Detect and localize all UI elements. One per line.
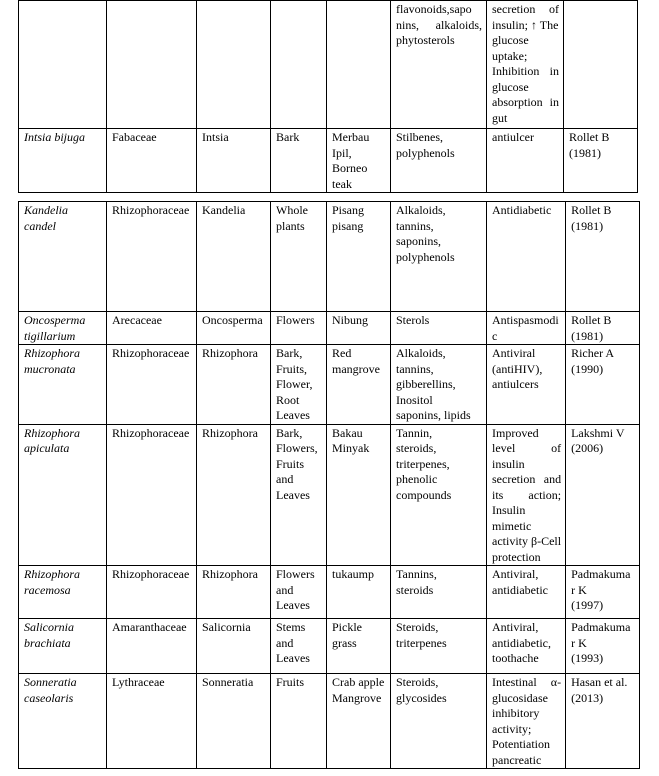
cell-constituents-line: Steroids, — [396, 620, 439, 634]
cell-species — [19, 129, 107, 193]
cell-activity-line: gut — [492, 110, 508, 125]
cell-local-name-line: Minyak — [332, 441, 370, 455]
cell-species-line: candel — [24, 218, 56, 233]
cell-reference-line: Hasan et al. — [571, 675, 628, 689]
cell-species-line: Oncosperma — [24, 313, 86, 327]
cell-constituents-line: polyphenols — [396, 249, 455, 264]
cell-part-used — [271, 674, 327, 769]
cell-local-name-line: mangrove — [332, 361, 380, 376]
cell-reference-line: (1981) — [571, 328, 604, 343]
cell-constituents-line: Stilbenes, — [396, 130, 443, 144]
cell-activity-line: antidiabetic — [492, 582, 548, 597]
cell-species — [19, 312, 107, 345]
cell-part-used-line: Whole — [276, 203, 308, 217]
table-row — [19, 202, 640, 312]
cell-constituents — [391, 312, 487, 345]
cell-species — [19, 619, 107, 674]
cell-constituents-line: compounds — [396, 487, 452, 502]
cell-constituents-line: Alkaloids, — [396, 203, 446, 217]
cell-activity-line: secretion and — [492, 472, 562, 486]
cell-reference — [564, 129, 638, 193]
cell-constituents-line: phytosterols — [396, 33, 455, 47]
cell-genus — [197, 345, 271, 425]
cell-constituents-line: Alkaloids, — [396, 346, 446, 360]
cell-species-line: Rhizophora — [24, 346, 81, 360]
cell-reference — [566, 566, 640, 619]
cell-local-name-line: Borneo — [332, 161, 368, 175]
cell-reference-line: (2013) — [571, 690, 604, 705]
cell-species-line: Sonneratia — [24, 675, 77, 689]
cell-local-name-text: tukaump — [332, 567, 374, 581]
cell-reference-line: Padmakuma — [571, 567, 631, 581]
cell-part-used-line: Stems — [276, 620, 306, 634]
cell-part-used-line: Flower, — [276, 377, 313, 391]
cell-genus-text: Sonneratia — [202, 675, 254, 689]
cell-part-used-line: and — [276, 472, 294, 486]
cell-species-line: tigillarium — [24, 328, 76, 343]
cell-genus-text: Rhizophora — [202, 346, 258, 360]
cell-family-text: Lythraceae — [112, 675, 165, 689]
cell-local-name — [327, 566, 391, 619]
cell-activity-line: antidiabetic, — [492, 635, 551, 650]
cell-genus — [197, 129, 271, 193]
cell-species-line: Kandelia — [24, 203, 68, 217]
cell-species-line: brachiata — [24, 635, 71, 650]
cell-activity-line: Antiviral, — [492, 620, 539, 634]
cell-family — [107, 674, 197, 769]
cell-part-used — [271, 619, 327, 674]
cell-reference — [566, 202, 640, 312]
cell-part-used-line: Flowers, — [276, 441, 318, 455]
cell-constituents-line: Sterols — [396, 313, 430, 327]
cell-species — [19, 424, 107, 566]
cell-reference-line: Padmakuma — [571, 620, 631, 634]
cell-local-name-text: Nibung — [332, 313, 368, 327]
cell-activity — [487, 312, 566, 345]
cell-genus — [197, 202, 271, 312]
cell-part-used-line: Leaves — [276, 487, 310, 502]
cell-family-text: Arecaceae — [112, 313, 162, 327]
cell-species-line: apiculata — [24, 441, 70, 455]
cell-constituents-line: Inositol — [396, 392, 433, 407]
cell-family-text: Rhizophoraceae — [112, 203, 190, 217]
cell-activity — [487, 424, 566, 566]
cell-family-text: Fabaceae — [112, 130, 157, 144]
cell-species-line: racemosa — [24, 582, 71, 597]
cell-activity-line: level of — [492, 441, 562, 455]
cell-part-used-line: Root — [276, 392, 300, 407]
cell-species-line: caseolaris — [24, 690, 74, 705]
cell-activity — [487, 619, 566, 674]
cell-family-text: Rhizophoraceae — [112, 346, 190, 360]
cell-activity — [487, 345, 566, 425]
cell-constituents-line: glycosides — [396, 690, 447, 705]
cell-part-used — [271, 424, 327, 566]
cell-constituents-line: tannins, — [396, 361, 434, 376]
cell-part-used-line: Flowers — [276, 567, 315, 581]
cell-part-used-line: Bark, — [276, 425, 303, 440]
cell-local-name-line: Merbau — [332, 130, 370, 144]
cell-constituents-line: saponins, lipids — [396, 408, 471, 422]
cell-reference — [566, 619, 640, 674]
cell-part-used-line: Fruits — [276, 456, 305, 471]
cell-reference-line: (2006) — [571, 441, 604, 455]
cell-constituents — [391, 202, 487, 312]
cell-local-name-line: Pisang — [332, 203, 365, 217]
cell-species — [19, 202, 107, 312]
cell-activity-line: protection — [492, 549, 541, 564]
table-row — [19, 345, 640, 425]
table-row — [19, 674, 640, 769]
cell-constituents-line: gibberellins, — [396, 377, 456, 391]
table-row — [19, 424, 640, 566]
cell-constituents-line: phenolic — [396, 472, 438, 486]
cell-activity — [487, 566, 566, 619]
cell-constituents-line: tannins, — [396, 218, 434, 233]
cell-activity-line: its action; — [492, 487, 562, 502]
cell-local-name-line: Ipil, — [332, 145, 352, 160]
cell-constituents — [391, 1, 487, 129]
cell-activity-line: insulin — [492, 456, 525, 471]
cell-genus — [197, 1, 271, 129]
table-row — [19, 619, 640, 674]
cell-activity-line: Antispasmodi — [492, 313, 559, 327]
cell-part-used — [271, 345, 327, 425]
cell-constituents — [391, 619, 487, 674]
cell-activity-line: glucosidase — [492, 690, 548, 705]
cell-activity — [487, 1, 564, 129]
cell-constituents-line: polyphenols — [396, 145, 455, 160]
cell-genus — [197, 566, 271, 619]
cell-local-name — [327, 424, 391, 566]
cell-family — [107, 129, 197, 193]
cell-family — [107, 202, 197, 312]
cell-part-used — [271, 129, 327, 193]
cell-constituents-line: Steroids, — [396, 675, 439, 689]
cell-species-text: Intsia bijuga — [24, 130, 86, 144]
cell-part-used — [271, 202, 327, 312]
cell-family — [107, 1, 197, 129]
cell-local-name-line: Crab apple — [332, 675, 385, 689]
cell-local-name-line: grass — [332, 635, 357, 650]
cell-activity-line: antiulcers — [492, 377, 539, 391]
cell-constituents-line: steroids, — [396, 441, 437, 455]
cell-local-name — [327, 619, 391, 674]
cell-species-line: mucronata — [24, 361, 76, 376]
cell-constituents-line: triterpenes, — [396, 456, 450, 471]
cell-reference-line: Rollet B — [569, 130, 610, 144]
cell-species — [19, 345, 107, 425]
cell-activity-line: inhibitory — [492, 706, 540, 720]
cell-constituents — [391, 674, 487, 769]
cell-part-used-line: and — [276, 582, 294, 597]
table-mangrove-species — [18, 201, 640, 769]
cell-reference-line: Lakshmi V — [571, 425, 625, 440]
cell-part-used-text: Bark — [276, 130, 300, 144]
cell-constituents — [391, 566, 487, 619]
cell-activity-line: uptake; — [492, 48, 528, 63]
cell-genus — [197, 619, 271, 674]
cell-species — [19, 566, 107, 619]
cell-genus-text: Intsia — [202, 130, 229, 144]
cell-constituents-line: triterpenes — [396, 635, 447, 650]
cell-local-name-line: pisang — [332, 218, 364, 233]
cell-part-used-text: Flowers — [276, 313, 315, 327]
table-row — [19, 129, 638, 193]
cell-activity — [487, 129, 564, 193]
cell-genus — [197, 312, 271, 345]
cell-activity-line: pancreatic — [492, 752, 542, 767]
cell-constituents-line: Tannin, — [396, 425, 433, 440]
cell-activity-line: Antiviral — [492, 346, 536, 360]
cell-local-name — [327, 1, 391, 129]
cell-activity — [487, 202, 566, 312]
cell-activity-line: c — [492, 328, 498, 343]
cell-part-used — [271, 1, 327, 129]
cell-part-used-line: and — [276, 635, 294, 650]
cell-reference-line: Richer A — [571, 346, 615, 360]
cell-family — [107, 619, 197, 674]
cell-reference — [566, 312, 640, 345]
cell-reference — [566, 345, 640, 425]
cell-local-name-line: Mangrove — [332, 690, 382, 705]
cell-genus-text: Salicornia — [202, 620, 251, 634]
cell-activity-line: Improved — [492, 425, 539, 440]
cell-activity-line: Antiviral, — [492, 567, 539, 581]
cell-activity-line: Insulin — [492, 503, 526, 517]
cell-reference-line: (1981) — [571, 218, 604, 233]
cell-reference-line: r K — [571, 582, 587, 597]
cell-species — [19, 1, 107, 129]
cell-species-line: Salicornia — [24, 620, 74, 634]
cell-reference — [564, 1, 638, 129]
cell-part-used-text: Fruits — [276, 675, 305, 689]
cell-reference-line: (1997) — [571, 598, 604, 612]
cell-constituents — [391, 424, 487, 566]
cell-reference — [566, 674, 640, 769]
table-row — [19, 1, 638, 129]
cell-activity-line: absorption in — [492, 95, 559, 109]
cell-constituents — [391, 345, 487, 425]
cell-activity — [487, 674, 566, 769]
cell-reference — [566, 424, 640, 566]
cell-constituents — [391, 129, 487, 193]
cell-local-name — [327, 674, 391, 769]
cell-activity-line: Intestinal α- — [492, 675, 562, 689]
cell-activity-line: (antiHIV), — [492, 361, 543, 376]
cell-family — [107, 424, 197, 566]
cell-species-line: Rhizophora — [24, 425, 81, 440]
cell-family-text: Rhizophoraceae — [112, 425, 190, 440]
cell-genus-text: Rhizophora — [202, 567, 258, 581]
cell-activity-line: insulin; ↑ The — [492, 17, 559, 32]
cell-activity-line: Potentiation — [492, 737, 550, 751]
cell-genus — [197, 424, 271, 566]
cell-activity-line: Inhibition in — [492, 64, 559, 78]
cell-local-name — [327, 129, 391, 193]
cell-part-used-line: Bark, — [276, 346, 303, 360]
cell-activity-line: antiulcer — [492, 130, 534, 144]
cell-family — [107, 312, 197, 345]
cell-genus-text: Rhizophora — [202, 425, 258, 440]
cell-species — [19, 674, 107, 769]
cell-constituents-line: nins, alkaloids, — [396, 17, 482, 32]
cell-family-text: Rhizophoraceae — [112, 567, 190, 581]
table-row — [19, 312, 640, 345]
cell-part-used-line: plants — [276, 218, 305, 233]
cell-part-used-line: Leaves — [276, 651, 310, 665]
cell-constituents-line: saponins, — [396, 234, 441, 248]
cell-constituents-line: steroids — [396, 582, 434, 597]
table-continued — [18, 0, 638, 193]
cell-family-text: Amaranthaceae — [112, 620, 187, 634]
cell-family — [107, 566, 197, 619]
cell-activity-line: activity β-Cell — [492, 534, 562, 548]
cell-genus — [197, 674, 271, 769]
cell-constituents-line: Tannins, — [396, 567, 437, 581]
cell-part-used — [271, 312, 327, 345]
cell-local-name-line: teak — [332, 176, 352, 191]
cell-part-used — [271, 566, 327, 619]
cell-local-name — [327, 202, 391, 312]
cell-local-name-line: Red — [332, 346, 352, 360]
cell-activity-line: activity; — [492, 721, 532, 736]
cell-species-line: Rhizophora — [24, 567, 81, 581]
cell-reference-line: Rollet B — [571, 203, 612, 217]
cell-constituents-line: flavonoids,sapo — [396, 2, 472, 16]
cell-reference-line: Rollet B — [571, 313, 612, 327]
cell-reference-line: (1990) — [571, 361, 604, 376]
cell-genus-text: Oncosperma — [202, 313, 263, 327]
cell-local-name — [327, 345, 391, 425]
table-row — [19, 566, 640, 619]
cell-local-name-line: Pickle — [332, 620, 362, 634]
cell-activity-line: glucose — [492, 33, 529, 47]
cell-reference-line: r K — [571, 635, 587, 650]
cell-activity-line: toothache — [492, 651, 539, 665]
cell-activity-line: Antidiabetic — [492, 203, 552, 217]
cell-activity-line: secretion of — [492, 2, 559, 16]
cell-part-used-line: Leaves — [276, 598, 310, 612]
cell-part-used-line: Fruits, — [276, 361, 308, 376]
cell-local-name — [327, 312, 391, 345]
cell-family — [107, 345, 197, 425]
cell-reference-line: (1981) — [569, 145, 601, 160]
cell-activity-line: glucose — [492, 79, 529, 94]
cell-part-used-line: Leaves — [276, 408, 310, 422]
cell-activity-line: mimetic — [492, 518, 532, 533]
cell-local-name-line: Bakau — [332, 425, 363, 440]
cell-reference-line: (1993) — [571, 651, 604, 665]
cell-genus-text: Kandelia — [202, 203, 246, 217]
